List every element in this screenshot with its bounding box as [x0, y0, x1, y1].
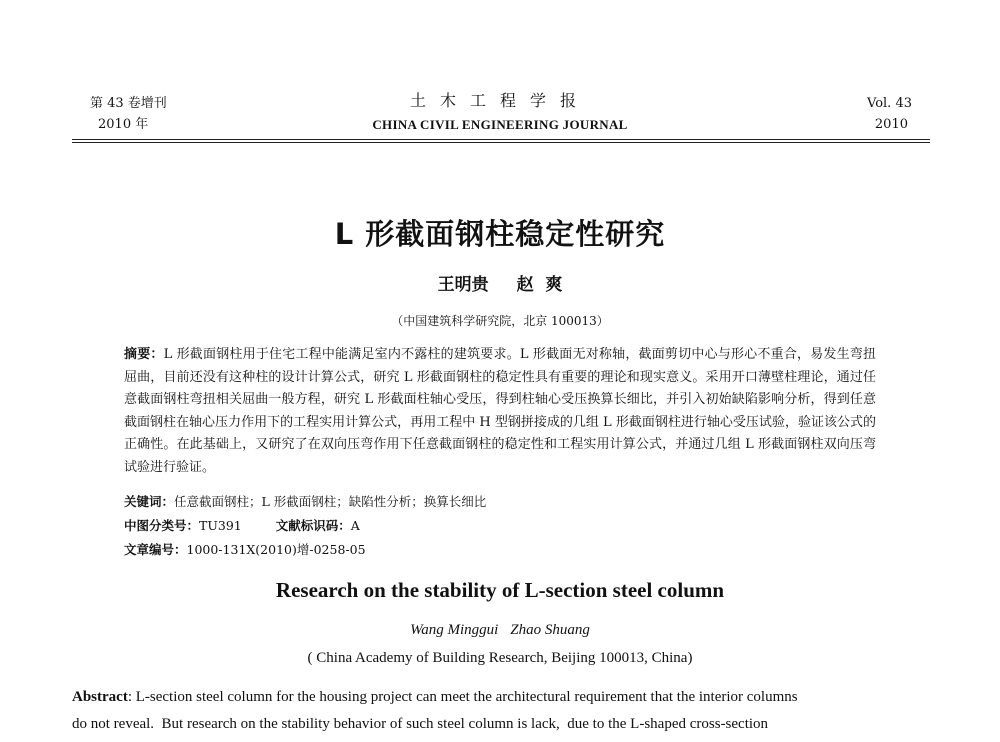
doc-code-label: 文献标识码：	[275, 518, 351, 533]
affiliation-cn: （中国建筑科学研究院，北京 100013）	[391, 314, 609, 328]
abstract-en-label: Abstract	[72, 689, 128, 705]
abstract-en-line-1	[72, 684, 930, 711]
authors-cn	[0, 270, 1000, 295]
clc-label: 中图分类号：	[124, 518, 200, 533]
article-number-label: 文章编号：	[124, 542, 187, 557]
keywords	[124, 492, 486, 512]
doc-code-value: A	[350, 518, 360, 533]
author-cn-1: 王明贵	[437, 275, 489, 295]
year: 2010 年	[98, 117, 149, 132]
authors-en	[0, 622, 1000, 639]
paper-title-cn: L 形截面钢柱稳定性研究	[334, 217, 666, 251]
article-number	[124, 540, 366, 560]
author-en-2: Zhao Shuang	[510, 622, 590, 638]
affiliation-en: ( China Academy of Building Research, Beijing 100013, China)	[307, 650, 693, 666]
abstract-en	[72, 684, 930, 738]
publication-year: 2010	[874, 117, 908, 132]
author-cn-2: 赵 爽	[516, 275, 563, 295]
journal-name-cn: 土木工程学报	[409, 91, 590, 110]
abstract-cn-text: L 形截面钢柱用于住宅工程中能满足室内不露柱的建筑要求。L 形截面无对称轴，截面剪切中心与形心不重合，易发生弯扭屈曲，目前还没有这种柱的设计计算公式，研究 L 形截面钢柱的稳定性具有重要的理论和现实意义。采用开口薄壁柱理论，通过任意截面钢柱弯扭相关屈曲一般方程，研究 L 形截面柱轴心受压，得到柱轴心受压换算长细比，并引入初始缺陷影响分析，得到任意截面钢柱在轴心压力作用下的工程实用计算公式，再用工程中 H 型钢拼接成的几组 L 形截面钢柱进行轴心受压试验，验证该公式的正确性。在此基础上，又研究了在双向压弯作用下任意截面钢柱的稳定性和工程实用计算公式，并通过几组 L 形截面钢柱双向压弯试验进行验证。	[124, 347, 876, 475]
classification	[124, 516, 360, 536]
keywords-label: 关键词：	[124, 494, 175, 509]
header-rule-double	[72, 142, 930, 143]
abstract-en-text-1: : L-section steel column for the housing project can meet the architectural requirement that the interior columns	[127, 689, 798, 705]
keywords-text: 任意截面钢柱；L 形截面钢柱；缺陷性分析；换算长细比	[174, 494, 487, 509]
abstract-en-line-2: do not reveal. But research on the stability behavior of such steel column is lack, due to the L-shaped cross-section	[72, 716, 769, 732]
article-number-value: 1000-131X(2010)增-0258-05	[186, 542, 366, 557]
abstract-cn-label: 摘要：	[124, 347, 164, 362]
author-en-1: Wang Minggui	[410, 622, 499, 638]
volume-number: Vol. 43	[867, 96, 912, 111]
abstract-cn	[124, 344, 876, 480]
paper-title-en: Research on the stability of L-section steel column	[275, 578, 725, 602]
header-rule	[72, 139, 930, 140]
journal-name-en: CHINA CIVIL ENGINEERING JOURNAL	[372, 117, 628, 132]
clc-value: TU391	[199, 518, 242, 533]
volume-issue: 第 43 卷增刊	[90, 96, 167, 111]
